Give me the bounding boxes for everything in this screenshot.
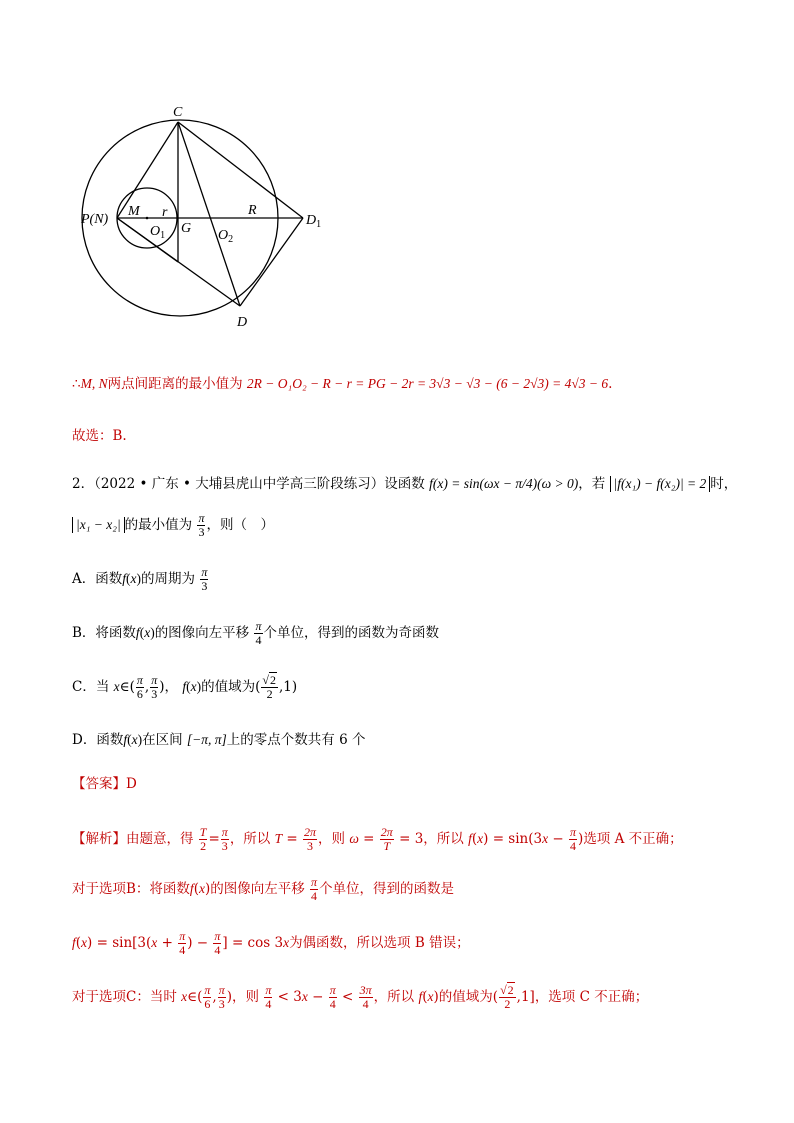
fraction-pi-4: $\frac{\pi}{4}$ [179,929,186,957]
segment-cd [178,122,240,306]
answer-tag: 【答案】 [72,776,126,792]
then-text: ，则（ ） [206,517,274,533]
question-number: 2． [72,476,95,492]
label-d1: $D_1$ [306,213,322,230]
for-c-text-b: ，则 [232,989,260,1005]
fraction-2pi-3: $\frac{2\pi}{3}$ [304,825,317,853]
segment-cd1 [178,122,303,218]
for-b-text-b: 的图像向左平移 [210,881,305,897]
analysis-text-c: ，则 [318,831,346,847]
option-c-label: C．当 [72,679,110,695]
fraction-pi-6: $\frac{\pi}{6}$ [204,983,211,1011]
question-2-line-1 [72,472,737,492]
fraction-pi-4: $\frac{\pi}{4}$ [214,929,221,957]
option-a-text: 的周期为 [141,571,196,587]
therefore-symbol: ∴ [72,376,81,392]
fraction-t-2: $\frac{T}{2}$ [199,825,207,853]
analysis-text-a: 由题意，得 [126,831,194,847]
fraction-sqrt2-2: $\frac{√2}{2}$ [262,673,276,701]
answer-line [72,772,137,792]
fraction-2pi-t: $\frac{2\pi}{T}$ [380,825,393,853]
condition-expression: |f(x₁) − f(x₂)| = 2 [610,476,711,492]
fraction-sqrt2-2: $\frac{√2}{2}$ [500,983,514,1011]
for-c-text-d: 的值域为 [438,989,493,1005]
for-b-conclusion: 为偶函数，所以选项 B 错误； [289,935,470,951]
option-d-text: 在区间 [142,732,183,748]
period: . [608,376,613,392]
interval: [−π, π] [186,732,227,747]
fraction-pi-3: $\frac{\pi}{3}$ [221,825,228,853]
circle-geometry-diagram [70,100,350,340]
label-c: C [173,105,183,120]
for-option-b-equation: f(x) = sin[3(x + $\frac{\pi}{4}$ ) − $\frac{\pi}{4}$ ] = cos 3x为偶函数，所以选项 B 错误； [72,929,470,957]
for-b-text-a: 对于选项B：将函数 [72,881,190,897]
fraction-pi-4: $\frac{\pi}{4}$ [570,825,577,853]
question-2-line-2 [72,512,274,539]
option-a: A．函数f(x)的周期为 $\frac{\pi}{3}$ [72,565,208,593]
label-o2: $O_2$ [218,228,234,245]
fraction-pi-4: $\frac{\pi}{4}$ [311,875,318,903]
fraction-pi-4: $\frac{\pi}{4}$ [265,983,272,1011]
option-d: D．函数f(x)在区间 [−π, π]上的零点个数共有 6 个 [72,732,366,748]
analysis-line: 【解析】由题意，得 $\frac{T}{2}$ = $\frac{\pi}{3}$ ，所以 T = $\frac{2\pi}{3}$ ，则 ω = $\frac{2\pi}{T}$ = 3，所以 f(x) = sin(3x − $\frac{\pi}{4}$ )选项 A 不正确； [72,825,683,853]
option-b-text-2: 个单位，得到的函数为奇函数 [263,625,439,641]
label-m: M [128,204,140,219]
option-a-label: A．函数 [72,571,123,587]
conclusion-text: 两点间距离的最小值为 [107,376,243,392]
function-definition: f(x) = sin(ωx − π/4)(ω > 0) [429,476,579,491]
label-r-large: R [248,203,257,218]
for-c-text-c: ，所以 [373,989,415,1005]
distance-expression: |x₁ − x₂| [72,517,125,533]
option-d-label: D．函数 [72,732,124,748]
option-b-text: 的图像向左平移 [154,625,250,641]
label-g: G [181,221,192,236]
fraction-pi-3: $\frac{\pi}{3}$ [201,565,208,593]
mn-label: M, N [80,376,108,391]
fraction-pi-3: $\frac{\pi}{3}$ [198,511,205,539]
choice-line: 故选：B. [72,428,127,444]
for-c-text-e: ，选项 C 不正确； [534,989,649,1005]
analysis-text-e: 选项 A 不正确； [583,831,683,847]
label-r-small: r [162,205,168,220]
fraction-pi-3: $\frac{\pi}{3}$ [218,983,225,1011]
option-c: C．当 x∈( $\frac{\pi}{6}$ , $\frac{\pi}{3}$ )， f(x)的值域为( $\frac{√2}{2}$ ,1) [72,673,298,701]
analysis-tag: 【解析】 [72,831,126,847]
conclusion-line [72,372,612,392]
analysis-text-b: ，所以 [229,831,271,847]
option-b: B．将函数f(x)的图像向左平移 $\frac{\pi}{4}$ 个单位，得到的函数为奇函数 [72,619,439,647]
analysis-text-d: ，所以 [423,831,464,847]
option-d-text-2: 上的零点个数共有 6 个 [226,732,366,748]
when-text: 时， [710,476,738,492]
option-b-label: B．将函数 [72,625,136,641]
fraction-pi-4: $\frac{\pi}{4}$ [329,983,336,1011]
conclusion-formula: 2R − O₁O₂ − R − r = PG − 2r = 3√3 − √3 − (6 − 2√3) = 4√3 − 6 [246,376,609,391]
center-o1-dot [146,217,149,220]
answer-value: D [126,776,137,792]
label-d: D [237,315,248,330]
for-b-text-c: 个单位，得到的函数是 [319,881,455,897]
fraction-pi-4: $\frac{\pi}{4}$ [255,619,262,647]
segment-d1d [240,218,303,306]
if-text: ，若 [578,476,606,492]
for-option-c-line: 对于选项C：当时 x∈( $\frac{\pi}{6}$ , $\frac{\pi}{3}$ )，则 $\frac{\pi}{4}$ < 3x − $\frac{\pi}{4}$ < $\frac{3\pi}{4}$ ，所以 f(x)的值域为( $\frac{√2}{2}$ ,1]，选项 C 不正确； [72,983,649,1011]
for-c-text-a: 对于选项C：当时 [72,989,177,1005]
fraction-pi-3: $\frac{\pi}{3}$ [151,673,158,701]
comma: ， [164,679,179,695]
question-source: （2022 • 广东 • 大埔县虎山中学高三阶段练习）设函数 [94,476,425,492]
fraction-3pi-4: $\frac{3\pi}{4}$ [359,983,372,1011]
for-option-b-line: 对于选项B：将函数f(x)的图像向左平移 $\frac{\pi}{4}$ 个单位，得到的函数是 [72,875,455,903]
option-c-text: 的值域为 [201,679,256,695]
fraction-pi-6: $\frac{\pi}{6}$ [136,673,143,701]
min-value-text: 的最小值为 [124,517,193,533]
label-o1: $O_1$ [150,224,166,241]
label-pn: P(N) [81,212,109,227]
